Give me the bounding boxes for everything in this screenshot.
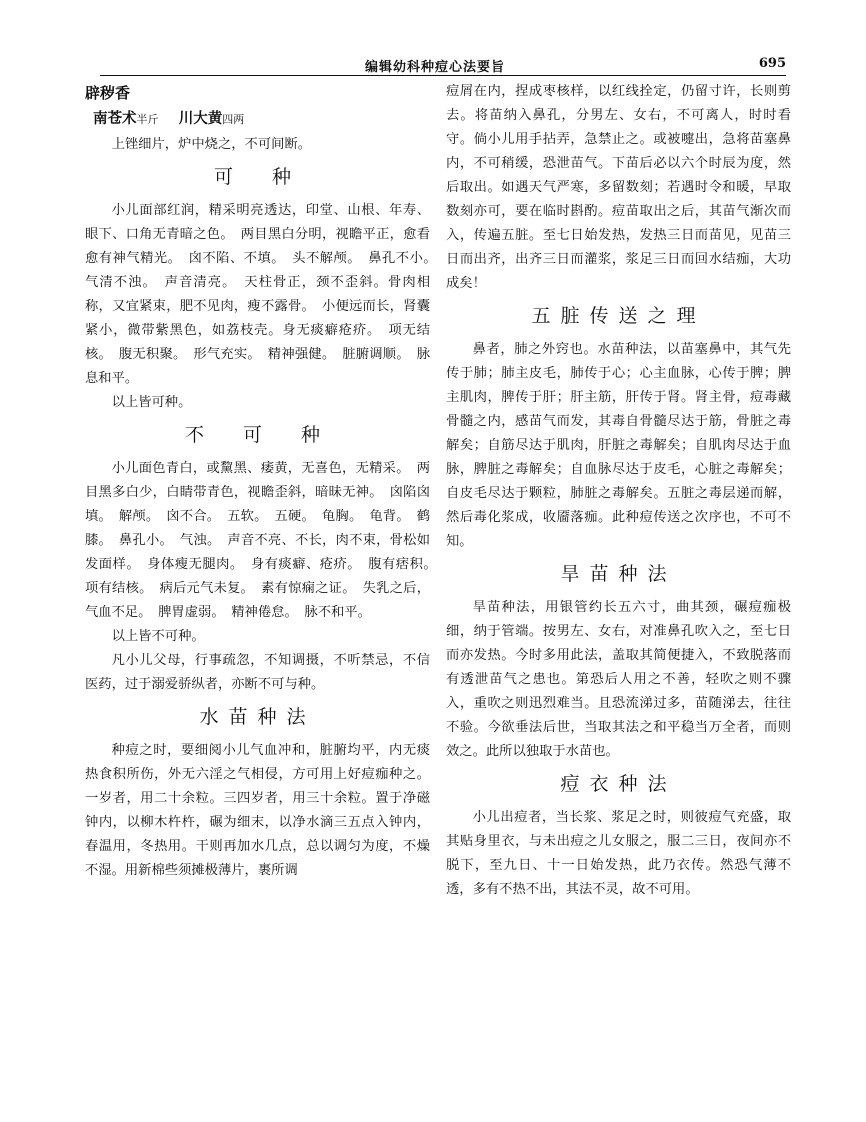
header-rule [100,75,786,76]
section-title-wu-zang: 五脏传送之理 [531,305,706,327]
ingredient-name: 南苍术 [93,110,137,127]
section-body-han-miao: 旱苗种法，用银管约长五六寸，曲其颈，碾痘痂极细，纳于管端。按男左、女右，对准鼻孔吹入之，至七日而亦发热。今时多用此法，盖取其简便捷入，不致脱落而有透泄苗气之患也。第恐后人用之不善，轻吹之则不骤入，重吹之则迅烈难当。且恐流涕过多，苗随涕去，往往不验。今欲垂法后世，当取其法之和平稳当万全者，而则效之。此所以独取于水苗也。 [446,600,791,759]
section-conclusion-bu-ke-zhong: 以上皆不可种。 [111,629,205,644]
ingredient-name: 川大黄 [178,110,223,127]
running-header [100,56,786,74]
recipe-title: 辟秽香 [85,84,131,102]
running-title: 编辑幼科种痘心法要旨 [365,60,506,75]
section-body-ke-zhong: 小儿面部红润，精采明亮透达，印堂、山根、年寿、眼下、口角无青暗之色。 两目黑白分明，视瞻平正，愈看愈有神气精光。 囟不陷、不填。 头不解颅。 鼻孔不小。 气清不浊。 声音清亮。 天柱骨正，颈不歪斜。骨肉相称，又宜紧束，肥不见肉，瘦不露骨。 小便远而长，肾囊紧小，微带紫黑色，如荔枝壳。身无痰癖疮疥。 项无结核。 腹无积聚。 形气充实。 精神强健。 脏腑调顺。 脉息和平。 [85,203,444,386]
ingredient-amount: 半斤 [136,113,159,126]
section-body-dou-yi: 小儿出痘者，当长浆、浆足之时，则彼痘气充盛，取其贴身里衣，与未出痘之儿女服之，服二三日，夜间亦不脱下，至九日、十一日始发热，此乃衣传。然恐气薄不透，多有不热不出，其法不灵，故不可用。 [446,810,791,897]
section-conclusion-ke-zhong: 以上皆可种。 [111,395,192,410]
continued-paragraph: 痘屑在内，捏成枣核样，以红线拴定，仍留寸许，长则剪去。将苗纳入鼻孔，分男左、女右，不可离人，时时看守。倘小儿用手拈弄，急禁止之。或被嚏出，急将苗塞鼻内，不可稍缓，恐泄苗气。下苗后必以六个时辰为度，然后取出。如遇天气严寒，多留数刻；若遇时令和暖，早取数刻亦可，要在临时斟酌。痘苗取出之后，其苗气渐次而入，传遍五脏。至七日始发热，发热三日而苗见，见苗三日而出齐，出齐三日而灌浆，浆足三日而回水结痂，大功成矣！ [446,84,791,291]
section-title-dou-yi: 痘衣种法 [560,773,677,795]
right-column [446,80,791,902]
section-body-bu-ke-zhong: 小儿面色青白，或黧黑、痿黄，无喜色，无精采。 两目黑多白少，白睛带青色，视瞻歪斜，暗昧无神。 囟陷囟填。 解颅。 囟不合。 五软。 五硬。 龟胸。 龟背。 鹤膝。 鼻孔小。 气浊。 声音不亮、不长，肉不束，骨松如发面样。 身体瘦无腿肉。 身有痰癖、疮疥。 腹有痞积。 项有结核。 病后元气未复。 素有惊痫之证。 失乳之后，气血不足。 脾胃虚弱。 精神倦怠。 脉不和平。 [85,461,444,620]
page-number: 695 [758,56,786,71]
recipe-ingredients [85,106,430,133]
section-title-ke-zhong: 可 种 [213,166,301,188]
section-body-wu-zang: 鼻者，肺之外窍也。水苗种法，以苗塞鼻中，其气先传于肺；肺主皮毛，肺传于心；心主血脉，心传于脾；脾主肌肉，脾传于肝；肝主筋，肝传于肾。肾主骨，痘毒藏骨髓之内，感苗气而发，其毒自骨髓尽达于筋，骨脏之毒解矣；自筋尽达于肌肉，肝脏之毒解矣；自肌肉尽达于血脉，脾脏之毒解矣；自血脉尽达于皮毛，心脏之毒解矣；自皮毛尽达于颗粒，肺脏之毒解矣。五脏之毒层递而解，然后毒化浆成，收靥落痂。此种痘传送之次序也，不可不知。 [446,342,791,549]
section-note-bu-ke-zhong: 凡小儿父母，行事疏忽，不知调摄，不听禁忌，不信医药，过于溺爱骄纵者，亦断不可与种。 [85,653,430,692]
ingredient-amount: 四两 [222,113,245,126]
recipe-method: 上锉细片，炉中烧之，不可间断。 [111,137,312,152]
section-title-shui-miao: 水苗种法 [199,706,316,728]
section-title-han-miao: 旱苗种法 [560,563,677,585]
section-title-bu-ke-zhong: 不 可 种 [184,424,330,446]
section-body-shui-miao: 种痘之时，要细阅小儿气血冲和，脏腑均平，内无痰热食积所伤，外无六淫之气相侵，方可用上好痘痂种之。一岁者，用二十余粒。三四岁者，用三十余粒。置于净磁钟内，以柳木杵杵，碾为细末，以净水滴三五点入钟内，春温用，冬热用。干则再加水几点，总以调匀为度，不燥不湿。用新棉些须摊极薄片，裹所调 [85,743,430,878]
left-column [85,80,444,883]
